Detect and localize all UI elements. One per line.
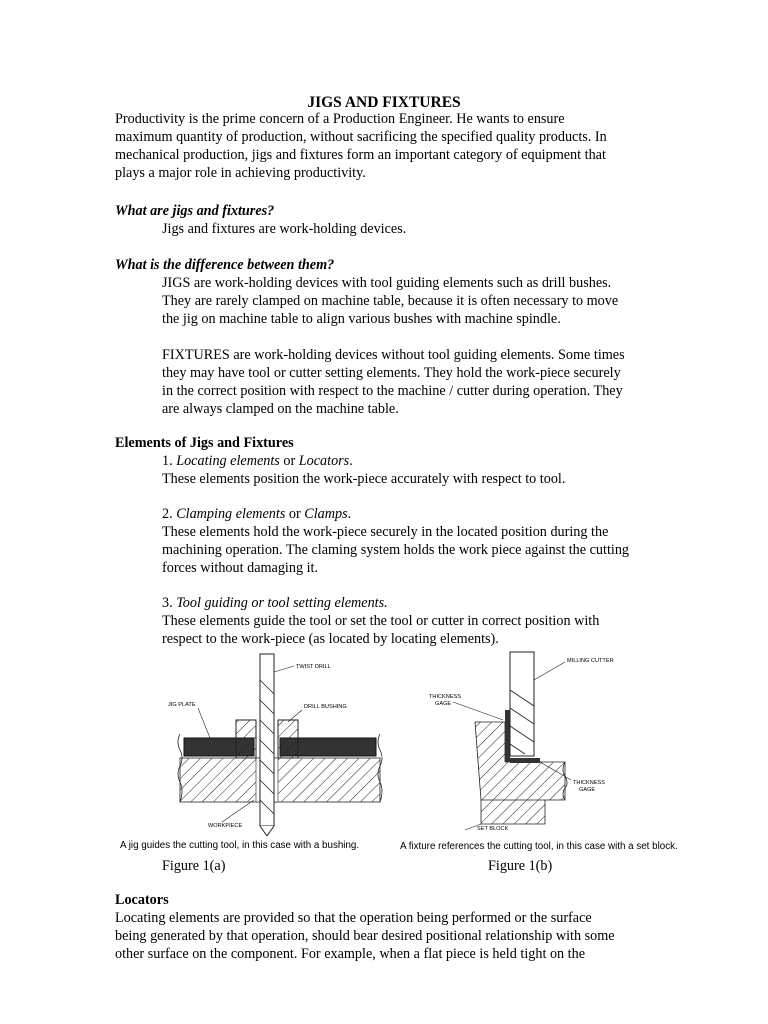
thickness-gage-horizontal <box>510 758 540 763</box>
element-item-3-title <box>162 594 388 612</box>
element-item-2-desc: These elements hold the work-piece securely in the located position during the <box>162 524 609 540</box>
label-workpiece: WORKPIECE <box>208 823 243 829</box>
item-number: 1. <box>162 453 173 469</box>
thickness-gage-vertical <box>505 710 510 762</box>
answer-text: Jigs and fixtures are work-holding devices. <box>162 221 407 237</box>
workpiece-shape <box>180 758 380 802</box>
locators-line: other surface on the component. For example, when a flat piece is held tight on the <box>115 946 586 962</box>
item-name-alt: Locators <box>298 453 350 469</box>
locators-line: being generated by that operation, should bear desired positional relationship with some <box>115 928 615 944</box>
label-twist-drill: TWIST DRILL <box>296 664 331 670</box>
element-item-3-desc: respect to the work-piece (as located by locating elements). <box>162 631 499 647</box>
label-jig-plate: JIG PLATE <box>168 702 196 708</box>
section-heading: Locators <box>115 892 169 908</box>
fixtures-line: FIXTURES are work-holding devices without tool guiding elements. Some times <box>162 347 625 363</box>
question-heading: What is the difference between them? <box>115 257 335 273</box>
fixtures-line: are always clamped on the machine table. <box>162 401 399 417</box>
item-number: 2. <box>162 506 173 522</box>
label-thickness-gage-2b: GAGE <box>579 787 596 793</box>
figure-a-caption: A jig guides the cutting tool, in this case with a bushing. <box>120 840 360 851</box>
element-item-2-desc: machining operation. The claming system holds the work piece against the cutting <box>162 542 630 558</box>
item-or: or <box>283 453 296 469</box>
fixture-setblock-figure <box>405 650 665 836</box>
item-dot: . <box>349 453 353 469</box>
label-set-block: SET BLOCK <box>477 826 509 832</box>
label-milling-cutter: MILLING CUTTER <box>567 658 614 664</box>
intro-line: Productivity is the prime concern of a Production Engineer. He wants to ensure <box>115 111 565 127</box>
section-heading: Elements of Jigs and Fixtures <box>115 435 294 451</box>
jigs-line: the jig on machine table to align various bushes with machine spindle. <box>162 311 561 327</box>
item-name-alt: Clamps <box>304 506 348 522</box>
figure-b-number: Figure 1(b) <box>488 858 553 874</box>
question-heading: What are jigs and fixtures? <box>115 203 275 219</box>
intro-line: maximum quantity of production, without sacrificing the specified quality products. In <box>115 129 607 145</box>
locators-line: Locating elements are provided so that the operation being performed or the surface <box>115 910 592 926</box>
figure-b-caption: A fixture references the cutting tool, in this case with a set block. <box>400 841 678 852</box>
element-item-2-title <box>162 505 351 523</box>
figure-a-number: Figure 1(a) <box>162 858 226 874</box>
item-name: Locating elements <box>176 453 280 469</box>
element-item-1-title <box>162 452 353 470</box>
label-thickness-gage-1a: THICKNESS <box>429 694 462 700</box>
item-name: Clamping elements <box>176 506 286 522</box>
element-item-2-desc: forces without damaging it. <box>162 560 319 576</box>
item-dot: . <box>347 506 352 522</box>
label-thickness-gage-1b: GAGE <box>435 701 452 707</box>
set-block-shape <box>481 800 545 824</box>
page-title: JIGS AND FIXTURES <box>307 94 461 111</box>
label-thickness-gage-2a: THICKNESS <box>573 780 606 786</box>
jigs-line: JIGS are work-holding devices with tool guiding elements such as drill bushes. <box>162 275 612 291</box>
fixtures-line: in the correct position with respect to the machine / cutter during operation. They <box>162 383 623 399</box>
element-item-1-desc: These elements position the work-piece accurately with respect to tool. <box>162 471 566 487</box>
item-or: or <box>288 506 301 522</box>
jigs-line: They are rarely clamped on machine table, because it is often necessary to move <box>162 293 619 309</box>
drill-bushing-right <box>278 720 298 758</box>
twist-drill <box>260 654 274 826</box>
drill-bushing-left <box>236 720 256 758</box>
fixtures-line: they may have tool or cutter setting elements. They hold the work-piece securely <box>162 365 621 381</box>
item-number: 3. <box>162 595 173 611</box>
element-item-3-desc: These elements guide the tool or set the tool or cutter in correct position with <box>162 613 600 629</box>
label-drill-bushing: DRILL BUSHING <box>304 704 347 710</box>
jig-drill-figure <box>150 650 390 836</box>
item-name: Tool guiding or tool setting elements. <box>176 595 388 611</box>
intro-line: mechanical production, jigs and fixtures form an important category of equipment that <box>115 147 606 163</box>
intro-line: plays a major role in achieving productivity. <box>115 165 366 181</box>
